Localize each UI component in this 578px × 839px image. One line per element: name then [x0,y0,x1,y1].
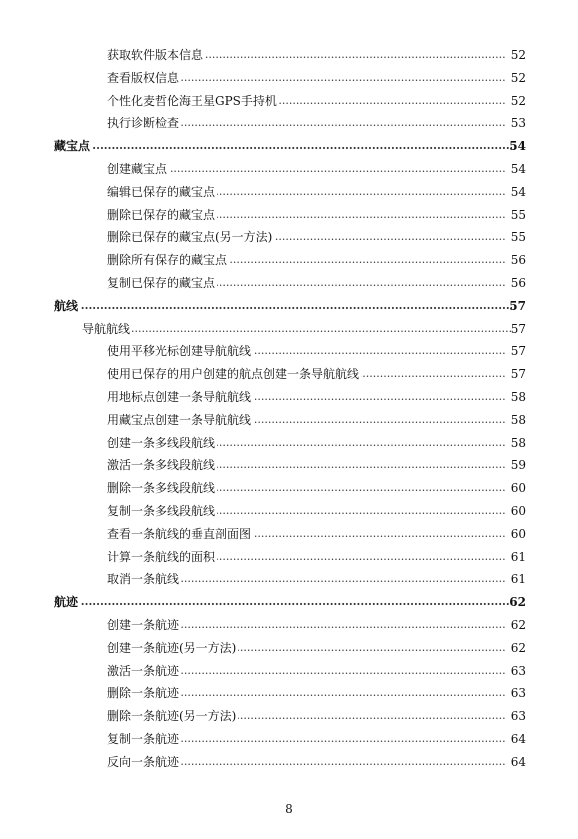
toc-leader-dots [54,591,512,614]
toc-entry-title: 激活一条航迹 [107,660,181,683]
toc-subsection-entry [0,90,578,113]
toc-entry-title: 取消一条航线 [107,568,181,591]
toc-section-entry [0,318,578,341]
toc-entry-page: 57 [509,298,526,313]
toc-subsection-entry [0,751,578,774]
toc-entry-title: 使用平移光标创建导航航线 [107,340,253,363]
toc-entry-title: 创建一条多线段航线 [107,432,217,455]
toc-entry-page: 60 [510,481,526,496]
toc-entry-title: 获取软件版本信息 [107,44,205,67]
toc-entry-title: 用藏宝点创建一条导航航线 [107,409,253,432]
toc-subsection-entry [0,44,578,67]
toc-entry-page: 61 [510,549,526,564]
toc-entry-page: 54 [509,139,526,154]
toc-entry-title: 查看版权信息 [107,67,181,90]
toc-entry-title: 导航航线 [82,318,132,341]
toc-entry-page: 60 [510,503,526,518]
toc-entry-page: 61 [510,572,526,587]
toc-entry-page: 55 [510,207,526,222]
toc-entry-page: 57 [510,344,526,359]
toc-entry-page: 62 [510,640,526,655]
toc-entry-title: 复制一条多线段航线 [107,500,217,523]
toc-subsection-entry [0,637,578,660]
toc-entry-page: 54 [510,184,526,199]
toc-entry-title: 删除所有保存的藏宝点 [107,249,229,272]
toc-entry-page: 52 [510,48,526,62]
toc-subsection-entry [0,158,578,181]
toc-entry-page: 60 [510,526,526,541]
toc-entry-title: 个性化麦哲伦海王星GPS手持机 [107,90,279,113]
toc-entry-page: 64 [510,731,526,746]
toc-entry-page: 53 [510,116,526,131]
toc-entry-page: 55 [510,230,526,245]
toc-entry-title: 删除已保存的藏宝点(另一方法) [107,226,274,249]
toc-subsection-entry [0,682,578,705]
toc-entry-title: 航迹 [54,591,80,614]
toc-entry-page: 57 [510,321,526,336]
toc-entry-title: 创建一条航迹(另一方法) [107,637,238,660]
toc-chapter-entry [0,591,578,614]
toc-entry-page: 56 [510,253,526,268]
table-of-contents [0,44,578,774]
toc-entry-title: 删除一条航迹 [107,682,181,705]
toc-subsection-entry [0,363,578,386]
toc-entry-page: 62 [509,595,526,610]
toc-entry-page: 54 [510,161,526,176]
toc-entry-page: 63 [510,709,526,724]
toc-leader-dots [82,318,512,341]
toc-subsection-entry [0,660,578,683]
toc-subsection-entry [0,432,578,455]
toc-entry-page: 58 [510,435,526,450]
toc-entry-title: 创建一条航迹 [107,614,181,637]
toc-entry-title: 使用已保存的用户创建的航点创建一条导航航线 [107,363,361,386]
toc-chapter-entry [0,295,578,318]
toc-subsection-entry [0,728,578,751]
toc-subsection-entry [0,705,578,728]
toc-subsection-entry [0,568,578,591]
toc-entry-title: 创建藏宝点 [107,158,169,181]
toc-entry-page: 56 [510,275,526,290]
toc-entry-title: 藏宝点 [54,135,92,158]
toc-subsection-entry [0,226,578,249]
toc-entry-title: 激活一条多线段航线 [107,454,217,477]
toc-subsection-entry [0,67,578,90]
toc-entry-page: 52 [510,93,526,108]
toc-subsection-entry [0,477,578,500]
toc-entry-page: 57 [510,367,526,382]
toc-entry-page: 59 [510,458,526,473]
toc-subsection-entry [0,204,578,227]
toc-entry-page: 63 [510,686,526,701]
toc-entry-page: 63 [510,663,526,678]
toc-subsection-entry [0,454,578,477]
toc-entry-page: 58 [510,389,526,404]
toc-entry-title: 删除一条多线段航线 [107,477,217,500]
toc-entry-title: 编辑已保存的藏宝点 [107,181,217,204]
toc-entry-page: 62 [510,617,526,632]
toc-leader-dots [54,295,512,318]
toc-entry-title: 反向一条航迹 [107,751,181,774]
toc-entry-title: 用地标点创建一条导航航线 [107,386,253,409]
toc-subsection-entry [0,523,578,546]
toc-entry-title: 删除已保存的藏宝点 [107,204,217,227]
toc-subsection-entry [0,112,578,135]
toc-subsection-entry [0,546,578,569]
toc-subsection-entry [0,181,578,204]
toc-subsection-entry [0,272,578,295]
toc-subsection-entry [0,340,578,363]
toc-entry-page: 64 [510,754,526,769]
toc-entry-title: 复制一条航迹 [107,728,181,751]
toc-entry-title: 删除一条航迹(另一方法) [107,705,238,728]
toc-subsection-entry [0,409,578,432]
toc-entry-title: 计算一条航线的面积 [107,546,217,569]
toc-entry-title: 复制已保存的藏宝点 [107,272,217,295]
toc-subsection-entry [0,500,578,523]
toc-entry-page: 58 [510,412,526,427]
page-number: 8 [285,802,293,816]
toc-entry-title: 航线 [54,295,80,318]
toc-subsection-entry [0,386,578,409]
toc-subsection-entry [0,614,578,637]
toc-entry-title: 执行诊断检查 [107,112,181,135]
toc-subsection-entry [0,249,578,272]
toc-entry-page: 52 [510,70,526,85]
toc-leader-dots [54,135,512,158]
toc-chapter-entry [0,135,578,158]
toc-entry-title: 查看一条航线的垂直剖面图 [107,523,253,546]
